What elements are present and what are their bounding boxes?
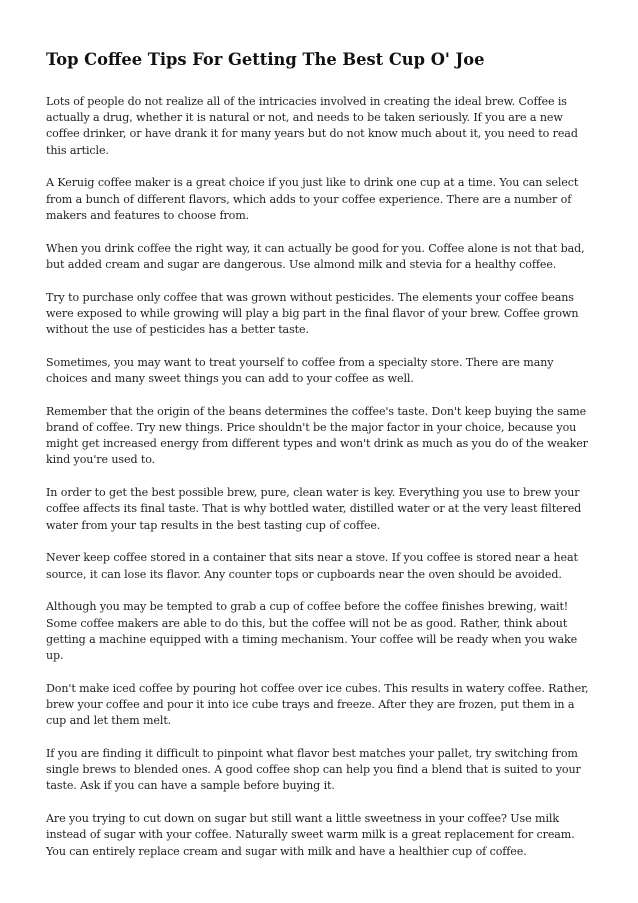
document-page [46,50,592,876]
paragraph: Try to purchase only coffee that was grown without pesticides. The elements your coffee beans were exposed to while growing will play a big part in the final flavor of your brew. Coffee grown without the use of pesticides has a better taste. [46,290,579,337]
paragraph: When you drink coffee the right way, it can actually be good for you. Coffee alone is not that bad, but added cream and sugar are dangerous. Use almond milk and stevia for a healthy coffee. [46,241,585,271]
paragraph: Are you trying to cut down on sugar but still want a little sweetness in your coffee? Use milk instead of sugar with your coffee. Naturally sweet warm milk is a great replacement for cream. You can entirely replace cream and sugar with milk and have a healthier cup of coffee. [46,812,575,858]
paragraph: Lots of people do not realize all of the intricacies involved in creating the ideal brew. Coffee is actually a drug, whether it is natural or not, and needs to be taken seriously. If you are a new coffee drinker, or have drank it for many years but do not know much about it, you need to read this article. [46,95,578,157]
document-title: Top Coffee Tips For Getting The Best Cup O' Joe [46,50,485,69]
paragraph: Never keep coffee stored in a container that sits near a stove. If you coffee is stored near a heat source, it can lose its flavor. Any counter tops or cupboards near the oven should be avoided. [46,551,578,581]
paragraph: Although you may be tempted to grab a cup of coffee before the coffee finishes brewing, wait! Some coffee makers are able to do this, but the coffee will not be as good. Rather, think about getting a machine equipped with a timing mechanism. Your coffee will be ready when you wake up. [46,600,578,663]
paragraph: Sometimes, you may want to treat yourself to coffee from a specialty store. There are many choices and many sweet things you can add to your coffee as well. [46,355,554,386]
paragraph: A Keruig coffee maker is a great choice if you just like to drink one cup at a time. You can select from a bunch of different flavors, which adds to your coffee experience. There are a number of makers and features to choose from. [46,176,579,222]
paragraph: Don't make iced coffee by pouring hot coffee over ice cubes. This results in watery coffee. Rather, brew your coffee and pour it into ice cube trays and freeze. After they are frozen, put them in a cup and let them melt. [46,681,589,728]
paragraph: If you are finding it difficult to pinpoint what flavor best matches your pallet, try switching from single brews to blended ones. A good coffee shop can help you find a blend that is suited to your taste. Ask if you can have a sample before buying it. [46,747,581,793]
paragraph: Remember that the origin of the beans determines the coffee's taste. Don't keep buying the same brand of coffee. Try new things. Price shouldn't be the major factor in your choice, because you might get increased energy from different types and won't drink as much as you do of the weaker kind you're used to. [46,404,588,467]
paragraph: In order to get the best possible brew, pure, clean water is key. Everything you use to brew your coffee affects its final taste. That is why bottled water, distilled water or at the very least filtered water from your tap results in the best tasting cup of coffee. [46,486,582,532]
